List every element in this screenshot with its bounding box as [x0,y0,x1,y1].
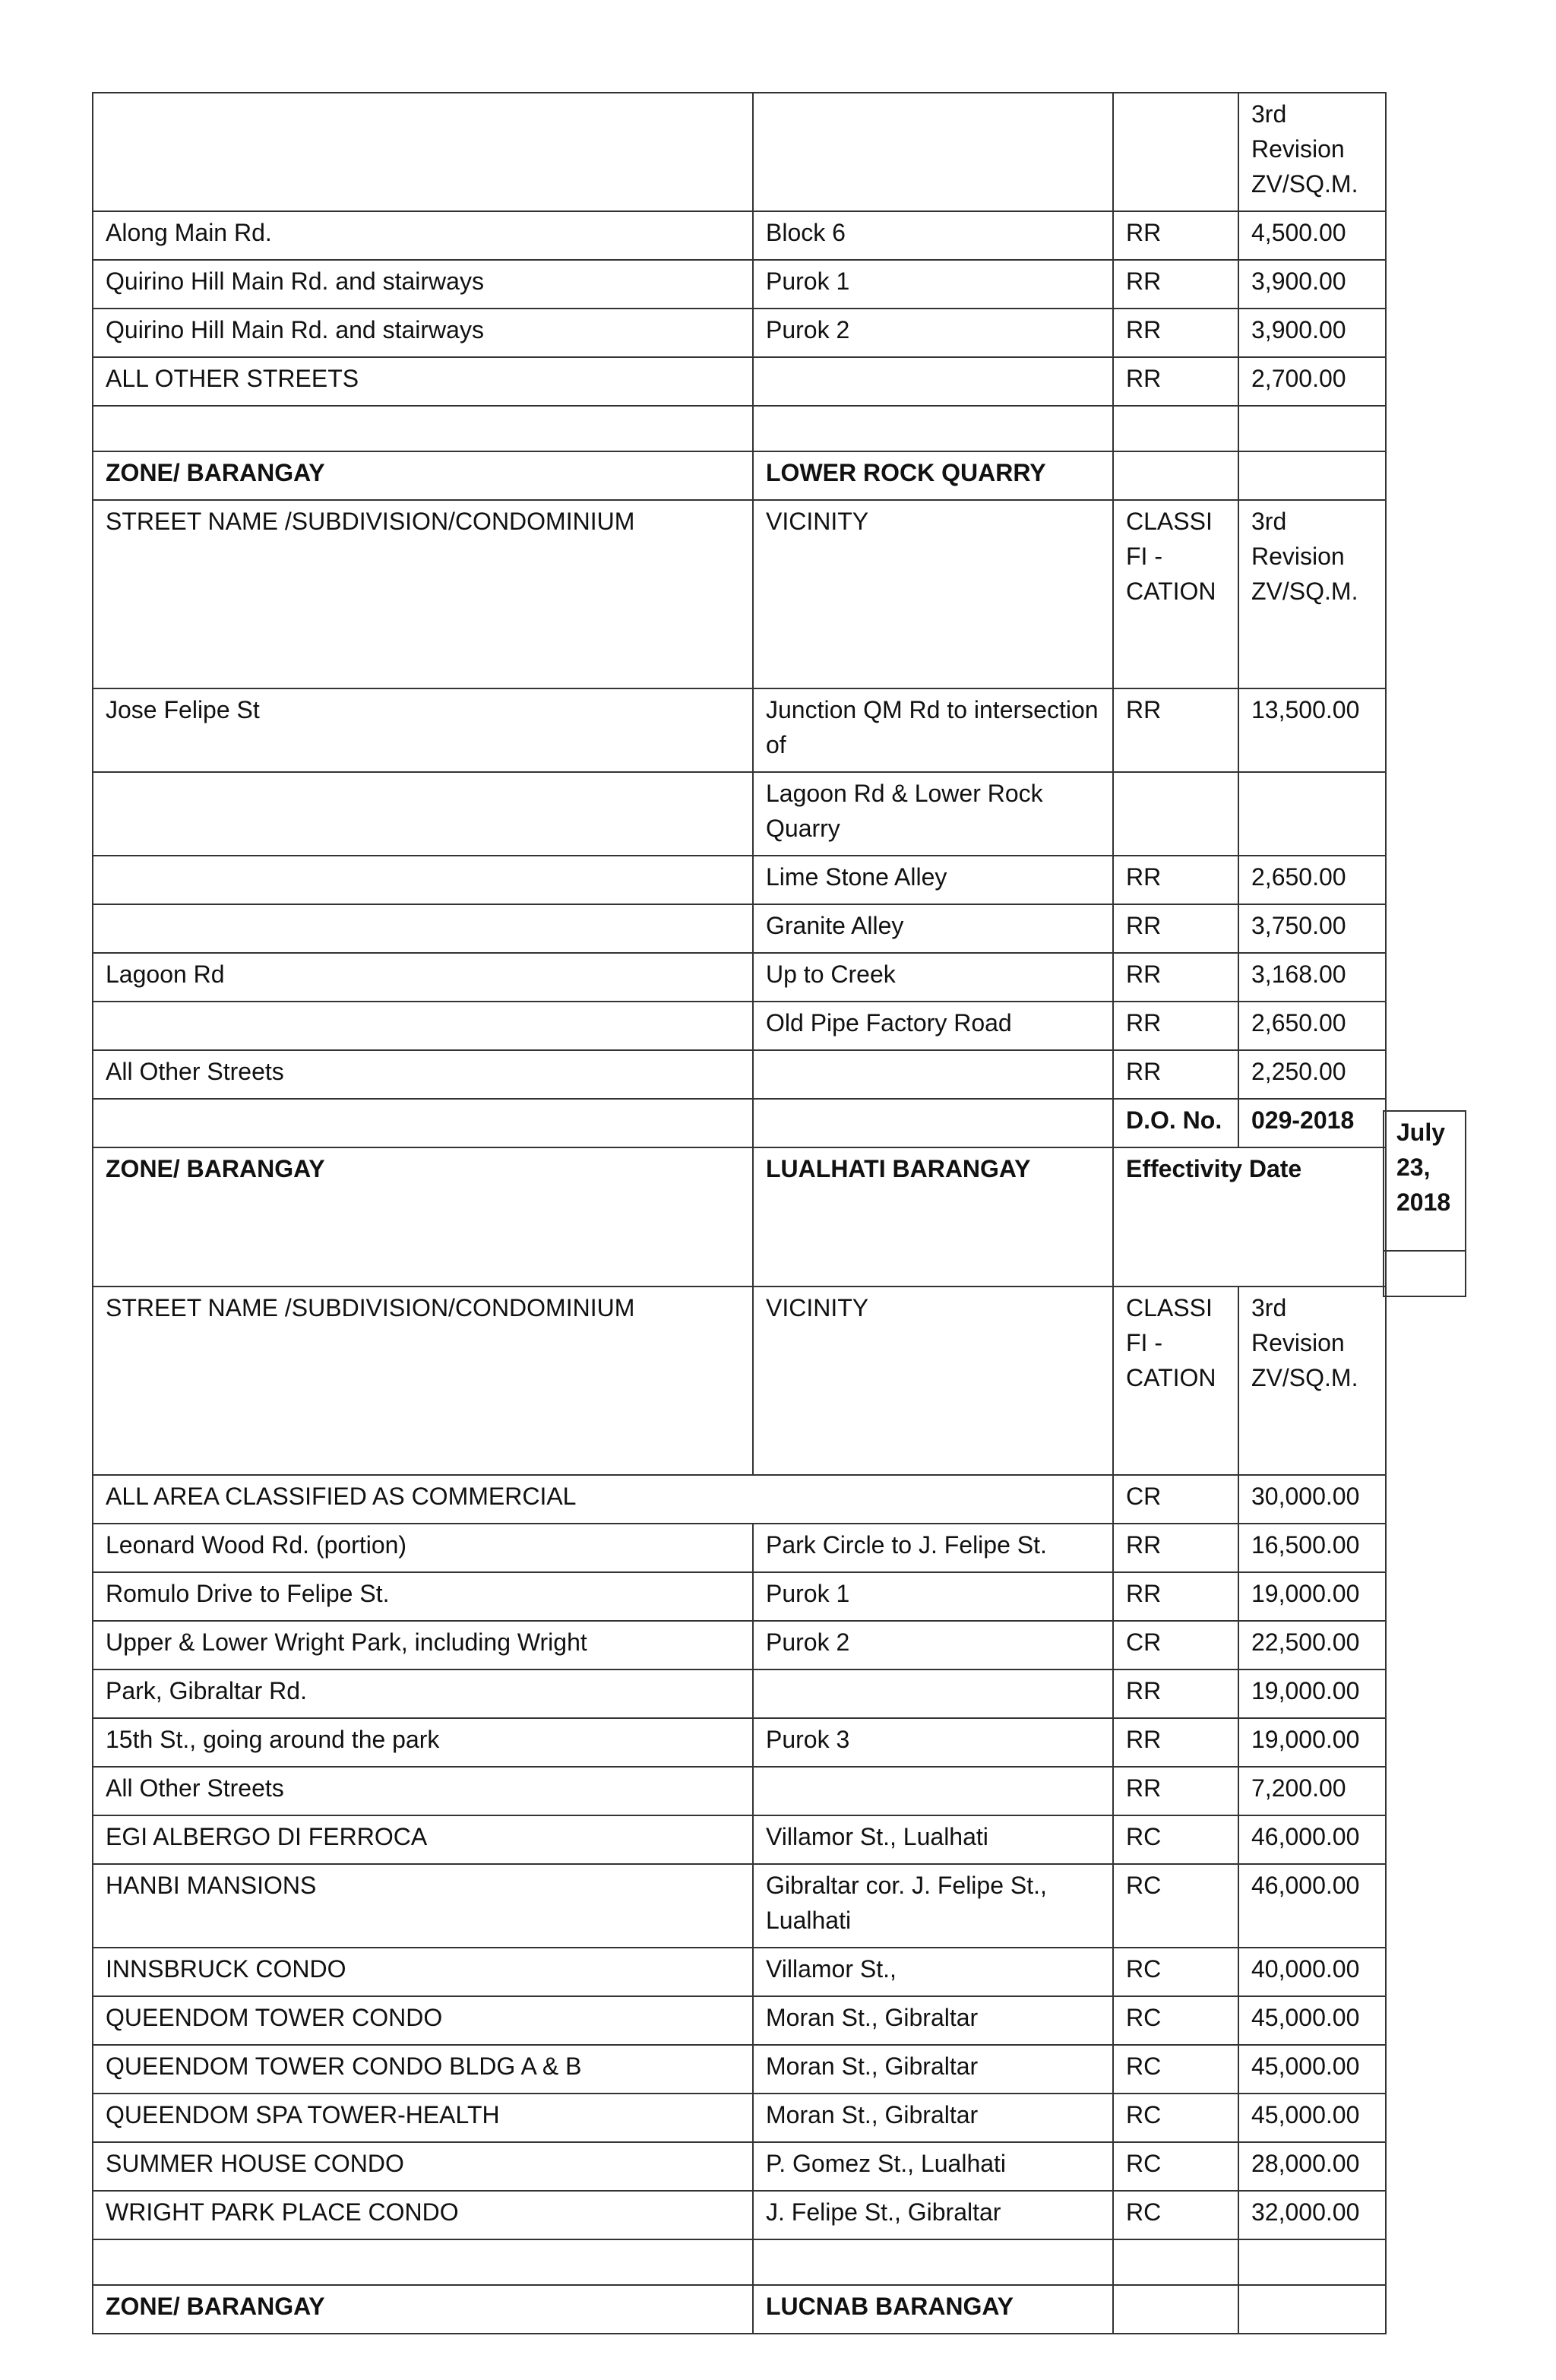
table-row [93,1524,1386,1572]
zonal-value-cell: 7,200.00 [1238,1767,1386,1815]
zone-row [93,451,1386,500]
vicinity-cell: Purok 1 [753,260,1113,309]
street-cell: Quirino Hill Main Rd. and stairways [93,309,753,357]
zonal-value-table [92,92,1387,2334]
table-row [93,1718,1386,1767]
street-cell: 15th St., going around the park [93,1718,753,1767]
street-cell: Along Main Rd. [93,211,753,260]
empty-cell [1113,2239,1238,2285]
continued-header-row [93,93,1386,211]
zone-label: ZONE/ BARANGAY [93,451,753,500]
vicinity-cell: Park Circle to J. Felipe St. [753,1524,1113,1572]
effectivity-date-label: Effectivity Date [1113,1147,1386,1287]
column-header-classification: CLASSIFI -CATION [1113,1287,1238,1475]
classification-cell: CR [1113,1475,1238,1524]
column-header-row [93,1287,1386,1475]
zonal-value-cell: 45,000.00 [1238,2045,1386,2094]
classification-cell: RR [1113,1524,1238,1572]
zonal-value-cell: 13,500.00 [1238,688,1386,772]
street-cell: SUMMER HOUSE CONDO [93,2142,753,2191]
table-row [93,904,1386,953]
street-cell: ALL AREA CLASSIFIED AS COMMERCIAL [93,1475,1113,1524]
column-header-zonal-value: 3rd Revision ZV/SQ.M. [1238,500,1386,688]
classification-cell: CR [1113,1621,1238,1669]
column-header-street: STREET NAME /SUBDIVISION/CONDOMINIUM [93,1287,753,1475]
empty-cell [1113,93,1238,211]
zonal-value-cell: 32,000.00 [1238,2191,1386,2239]
zonal-value-cell: 45,000.00 [1238,1996,1386,2045]
classification-cell: RR [1113,357,1238,406]
table-row [93,2045,1386,2094]
street-cell: Jose Felipe St [93,688,753,772]
zonal-value-cell: 3,900.00 [1238,260,1386,309]
classification-cell: RR [1113,1050,1238,1099]
vicinity-cell: J. Felipe St., Gibraltar [753,2191,1113,2239]
zonal-value-cell: 3,168.00 [1238,953,1386,1002]
table-row [93,1050,1386,1099]
empty-cell [753,2239,1113,2285]
vicinity-cell: Granite Alley [753,904,1113,953]
zone-label: ZONE/ BARANGAY [93,2285,753,2334]
empty-cell [93,406,753,451]
table-row [93,357,1386,406]
street-cell [93,1002,753,1050]
table-row [93,772,1386,856]
street-cell: Quirino Hill Main Rd. and stairways [93,260,753,309]
street-cell: QUEENDOM SPA TOWER-HEALTH [93,2094,753,2142]
vicinity-cell: Villamor St., [753,1948,1113,1996]
zone-name: LUALHATI BARANGAY [753,1147,1113,1287]
zonal-value-cell: 46,000.00 [1238,1815,1386,1864]
vicinity-cell: Purok 2 [753,1621,1113,1669]
classification-cell: RR [1113,1669,1238,1718]
column-header-street: STREET NAME /SUBDIVISION/CONDOMINIUM [93,500,753,688]
street-cell: All Other Streets [93,1050,753,1099]
table-row [93,2142,1386,2191]
table-row [93,953,1386,1002]
vicinity-cell: Purok 1 [753,1572,1113,1621]
classification-cell: RR [1113,688,1238,772]
vicinity-cell: Junction QM Rd to intersection of [753,688,1113,772]
street-cell: Upper & Lower Wright Park, including Wright [93,1621,753,1669]
table-row [93,2191,1386,2239]
zonal-value-cell: 19,000.00 [1238,1669,1386,1718]
street-cell: Park, Gibraltar Rd. [93,1669,753,1718]
column-header-classification: CLASSIFI -CATION [1113,500,1238,688]
empty-cell [753,93,1113,211]
classification-cell: RC [1113,2045,1238,2094]
classification-cell [1113,772,1238,856]
zonal-value-cell: 46,000.00 [1238,1864,1386,1948]
zonal-value-cell: 2,250.00 [1238,1050,1386,1099]
street-cell: QUEENDOM TOWER CONDO [93,1996,753,2045]
effectivity-blank-cell [1383,1250,1466,1297]
table-row [93,2094,1386,2142]
empty-cell [753,406,1113,451]
table-row [93,1621,1386,1669]
department-order-label: D.O. No. [1113,1099,1238,1147]
table-row [93,856,1386,904]
classification-cell: RC [1113,1864,1238,1948]
column-header-vicinity: VICINITY [753,500,1113,688]
classification-cell: RR [1113,953,1238,1002]
vicinity-cell [753,357,1113,406]
street-cell [93,772,753,856]
classification-cell: RR [1113,260,1238,309]
table-row [93,260,1386,309]
vicinity-cell: Gibraltar cor. J. Felipe St., Lualhati [753,1864,1113,1948]
empty-cell [1113,451,1238,500]
zone-row [93,2285,1386,2334]
column-header-zonal-value: 3rd Revision ZV/SQ.M. [1238,1287,1386,1475]
empty-cell [93,2239,753,2285]
table-row [93,1996,1386,2045]
vicinity-cell: Villamor St., Lualhati [753,1815,1113,1864]
empty-row [93,2239,1386,2285]
zone-label: ZONE/ BARANGAY [93,1147,753,1287]
vicinity-cell: Moran St., Gibraltar [753,2094,1113,2142]
classification-cell: RR [1113,904,1238,953]
classification-cell: RC [1113,2142,1238,2191]
empty-cell [1238,451,1386,500]
classification-cell: RR [1113,1718,1238,1767]
zonal-value-cell: 2,700.00 [1238,357,1386,406]
zonal-value-cell: 3,900.00 [1238,309,1386,357]
table-row [93,1948,1386,1996]
department-order-value: 029-2018 [1238,1099,1386,1147]
vicinity-cell: Purok 3 [753,1718,1113,1767]
empty-cell [1113,2285,1238,2334]
classification-cell: RR [1113,1767,1238,1815]
empty-cell [93,1099,753,1147]
column-header-row [93,500,1386,688]
empty-cell [93,93,753,211]
vicinity-cell: Up to Creek [753,953,1113,1002]
street-cell: INNSBRUCK CONDO [93,1948,753,1996]
classification-cell: RC [1113,1815,1238,1864]
zone-row [93,1147,1386,1287]
zonal-value-document [92,92,1387,2334]
classification-cell: RR [1113,211,1238,260]
column-header-zonal-value: 3rd Revision ZV/SQ.M. [1238,93,1386,211]
street-cell: QUEENDOM TOWER CONDO BLDG A & B [93,2045,753,2094]
classification-cell: RR [1113,309,1238,357]
vicinity-cell: Lime Stone Alley [753,856,1113,904]
street-cell [93,856,753,904]
department-order-row [93,1099,1386,1147]
empty-cell [1238,2285,1386,2334]
vicinity-cell [753,1050,1113,1099]
zonal-value-cell: 2,650.00 [1238,856,1386,904]
zonal-value-cell: 30,000.00 [1238,1475,1386,1524]
vicinity-cell: Old Pipe Factory Road [753,1002,1113,1050]
table-row [93,309,1386,357]
table-row [93,211,1386,260]
table-row [93,1767,1386,1815]
classification-cell: RR [1113,1002,1238,1050]
effectivity-date-value: July 23, 2018 [1383,1110,1466,1252]
classification-cell: RC [1113,2094,1238,2142]
street-cell: HANBI MANSIONS [93,1864,753,1948]
zonal-value-cell: 3,750.00 [1238,904,1386,953]
zonal-value-cell: 16,500.00 [1238,1524,1386,1572]
vicinity-cell [753,1767,1113,1815]
zonal-value-cell: 19,000.00 [1238,1572,1386,1621]
vicinity-cell: P. Gomez St., Lualhati [753,2142,1113,2191]
street-cell: All Other Streets [93,1767,753,1815]
table-row [93,1669,1386,1718]
zonal-value-cell: 2,650.00 [1238,1002,1386,1050]
vicinity-cell: Moran St., Gibraltar [753,1996,1113,2045]
empty-cell [1238,2239,1386,2285]
table-row [93,1864,1386,1948]
zonal-value-cell: 40,000.00 [1238,1948,1386,1996]
street-cell: ALL OTHER STREETS [93,357,753,406]
column-header-vicinity: VICINITY [753,1287,1113,1475]
street-cell: Romulo Drive to Felipe St. [93,1572,753,1621]
empty-cell [753,1099,1113,1147]
table-row [93,1815,1386,1864]
vicinity-cell [753,1669,1113,1718]
zonal-value-cell [1238,772,1386,856]
classification-cell: RC [1113,2191,1238,2239]
street-cell: Lagoon Rd [93,953,753,1002]
street-cell: Leonard Wood Rd. (portion) [93,1524,753,1572]
empty-row [93,406,1386,451]
table-row [93,1002,1386,1050]
table-row [93,1475,1386,1524]
classification-cell: RC [1113,1948,1238,1996]
street-cell: EGI ALBERGO DI FERROCA [93,1815,753,1864]
zone-name: LOWER ROCK QUARRY [753,451,1113,500]
zonal-value-cell: 45,000.00 [1238,2094,1386,2142]
street-cell: WRIGHT PARK PLACE CONDO [93,2191,753,2239]
table-row [93,688,1386,772]
zone-name: LUCNAB BARANGAY [753,2285,1113,2334]
classification-cell: RR [1113,1572,1238,1621]
classification-cell: RR [1113,856,1238,904]
zonal-value-cell: 19,000.00 [1238,1718,1386,1767]
empty-cell [1113,406,1238,451]
vicinity-cell: Purok 2 [753,309,1113,357]
vicinity-cell: Block 6 [753,211,1113,260]
zonal-value-cell: 4,500.00 [1238,211,1386,260]
zonal-value-cell: 28,000.00 [1238,2142,1386,2191]
table-row [93,1572,1386,1621]
zonal-value-cell: 22,500.00 [1238,1621,1386,1669]
empty-cell [1238,406,1386,451]
vicinity-cell: Lagoon Rd & Lower Rock Quarry [753,772,1113,856]
classification-cell: RC [1113,1996,1238,2045]
vicinity-cell: Moran St., Gibraltar [753,2045,1113,2094]
street-cell [93,904,753,953]
